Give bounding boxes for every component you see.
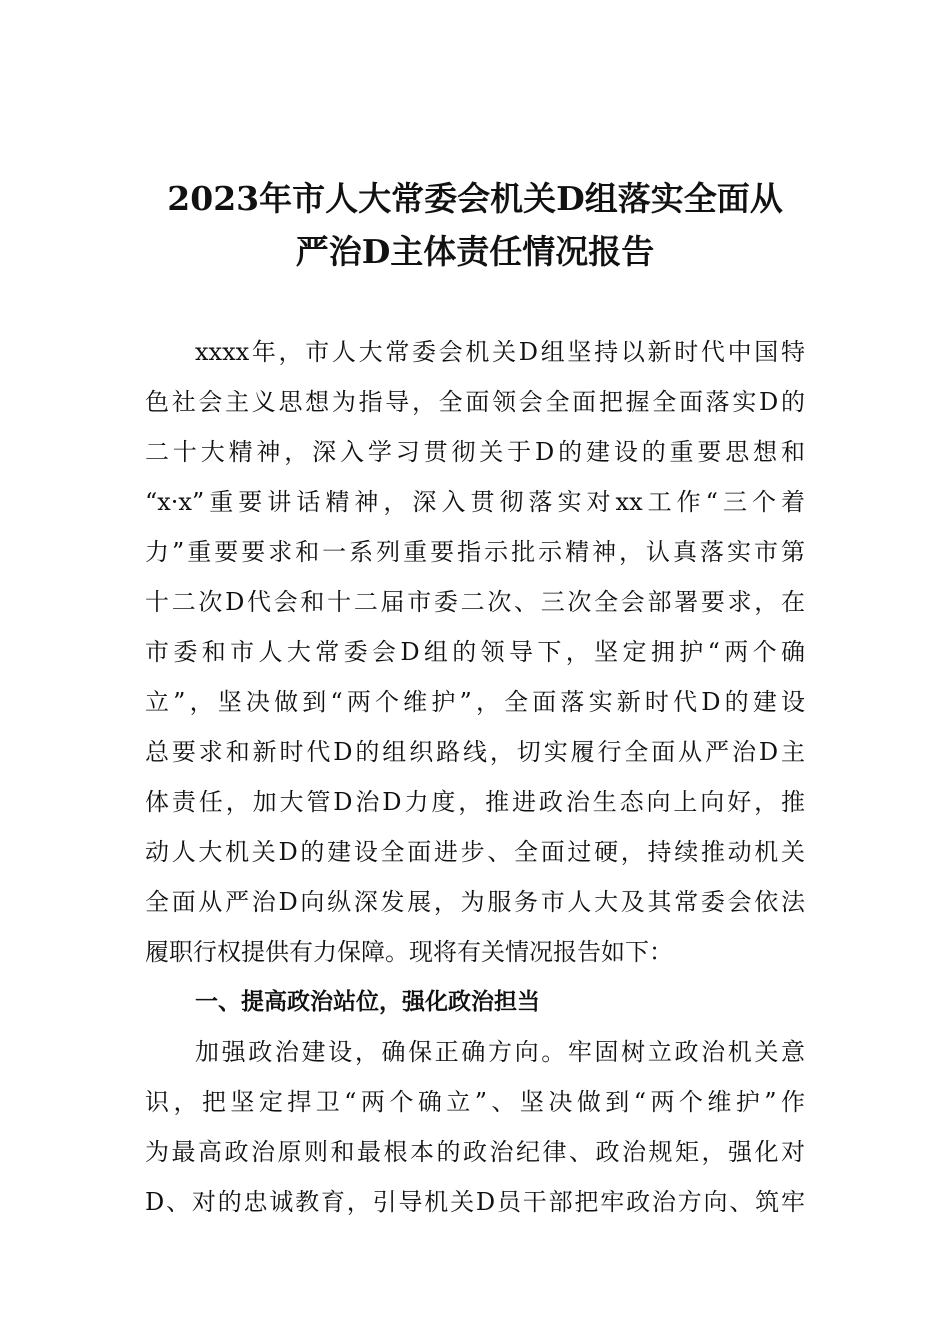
paragraph-line: 二十大精神，深入学习贯彻关于D的建设的重要思想和 — [145, 438, 805, 466]
paragraph-line: D、对的忠诚教育，引导机关D员干部把牢政治方向、筑牢 — [145, 1188, 805, 1216]
paragraph-line: “x·x”重要讲话精神，深入贯彻落实对xx工作“三个着 — [145, 488, 805, 516]
paragraph-line: xxxx年，市人大常委会机关D组坚持以新时代中国特 — [195, 338, 805, 366]
paragraph-line: 色社会主义思想为指导，全面领会全面把握全面落实D的 — [145, 388, 805, 416]
paragraph-line: 力”重要要求和一系列重要指示批示精神，认真落实市第 — [145, 538, 805, 566]
paragraph-1 — [145, 327, 805, 977]
title-line-2: 严治D主体责任情况报告 — [295, 232, 655, 271]
paragraph-line: 加强政治建设，确保正确方向。牢固树立政治机关意 — [195, 1038, 805, 1066]
paragraph-line: 识，把坚定捍卫“两个确立”、坚决做到“两个维护”作 — [145, 1088, 805, 1116]
document-title — [120, 172, 830, 278]
paragraph-line: 全面从严治D向纵深发展，为服务市人大及其常委会依法 — [145, 888, 805, 916]
paragraph-line: 十二次D代会和十二届市委二次、三次全会部署要求，在 — [145, 588, 805, 616]
paragraph-line: 总要求和新时代D的组织路线，切实履行全面从严治D主 — [145, 738, 805, 766]
paragraph-line: 动人大机关D的建设全面进步、全面过硬，持续推动机关 — [145, 838, 805, 866]
title-line-1: 2023年市人大常委会机关D组落实全面从 — [167, 179, 783, 218]
paragraph-line: 体责任，加大管D治D力度，推进政治生态向上向好，推 — [145, 788, 805, 816]
paragraph-2 — [145, 1027, 805, 1227]
document-body — [145, 327, 805, 1227]
paragraph-line: 市委和市人大常委会D组的领导下，坚定拥护“两个确 — [145, 638, 805, 666]
paragraph-line: 履职行权提供有力保障。现将有关情况报告如下： — [145, 938, 673, 966]
section-heading-1: 一、提高政治站位，强化政治担当 — [195, 989, 540, 1015]
paragraph-line: 立”，坚决做到“两个维护”，全面落实新时代D的建设 — [145, 688, 805, 716]
paragraph-line: 为最高政治原则和最根本的政治纪律、政治规矩，强化对 — [145, 1138, 805, 1166]
